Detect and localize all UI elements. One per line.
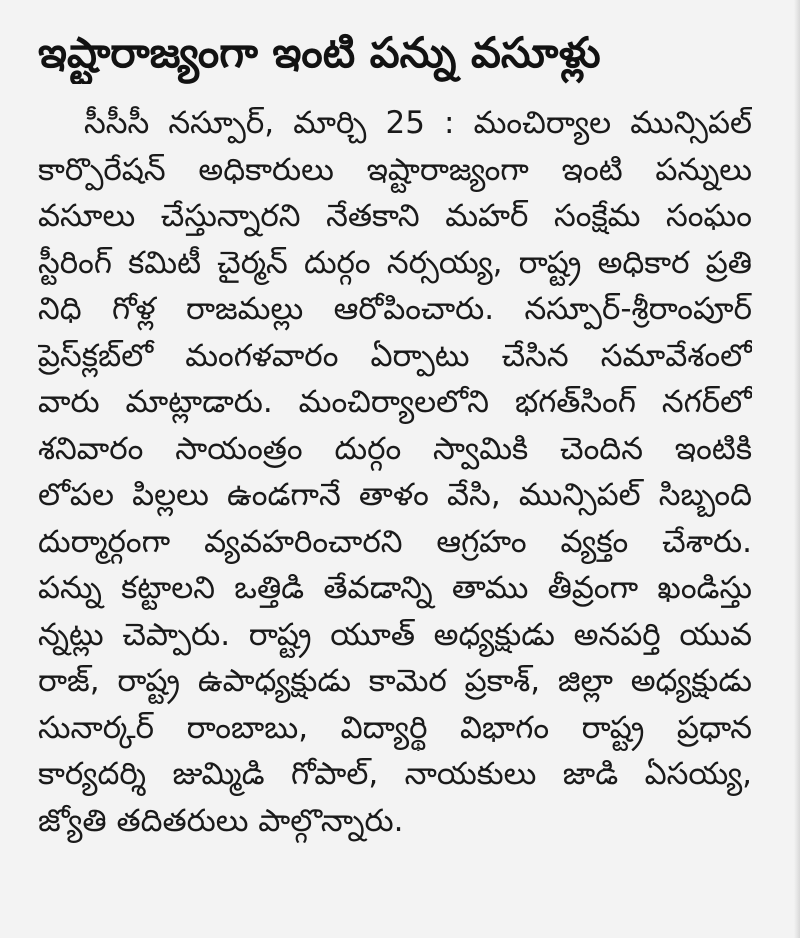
body-line-2: కార్పొరేషన్ అధికారులు ఇష్టారాజ్యంగా ఇంటి పన్నులు bbox=[38, 151, 752, 188]
body-line-7: వారు మాట్లాడారు. మంచిర్యాలలోని భగత్‌సింగ్ నగర్‌లో bbox=[38, 384, 752, 420]
page-edge-shadow bbox=[794, 0, 800, 938]
body-line-10: దుర్మార్గంగా వ్యవహరించారని ఆగ్రహం వ్యక్తం చేశారు. bbox=[38, 523, 752, 560]
body-line-16: జ్యోతి తదితరులు పాల్గొన్నారు. bbox=[38, 802, 404, 839]
headline: ఇష్టారాజ్యంగా ఇంటి పన్ను వసూళ్లు bbox=[38, 28, 601, 77]
body-line-6: ప్రెస్‌క్లబ్‌లో మంగళవారం ఏర్పాటు చేసిన సమావేశంలో bbox=[38, 337, 752, 374]
body-line-14: సునార్కర్ రాంబాబు, విద్యార్థి విభాగం రాష్ట్ర ప్రధాన bbox=[38, 709, 752, 746]
body-line-8: శనివారం సాయంత్రం దుర్గం స్వామికి చెందిన ఇంటికి bbox=[38, 430, 752, 467]
body-line-11: పన్ను కట్టాలని ఒత్తిడి తేవడాన్ని తాము తీవ్రంగా ఖండిస్తు bbox=[38, 570, 752, 606]
body-line-12: న్నట్లు చెప్పారు. రాష్ట్ర యూత్ అధ్యక్షుడు అనపర్తి యువ bbox=[38, 616, 752, 653]
body-line-3: వసూలు చేస్తున్నారని నేతకాని మహర్ సంక్షేమ సంఘం bbox=[38, 198, 752, 234]
body-line-5: నిధి గోళ్ల రాజమల్లు ఆరోపించారు. నస్పూర్-శ్రీరాంపూర్ bbox=[38, 291, 752, 327]
body-line-9: లోపల పిల్లలు ఉండగానే తాళం వేసి, మున్సిపల్ సిబ్బంది bbox=[38, 477, 752, 513]
article-body bbox=[38, 100, 752, 844]
body-line-13: రాజ్, రాష్ట్ర ఉపాధ్యక్షుడు కామెర ప్రకాశ్, జిల్లా అధ్యక్షుడు bbox=[38, 663, 752, 699]
body-line-4: స్టీరింగ్ కమిటీ చైర్మన్ దుర్గం నర్సయ్య, రాష్ట్ర అధికార ప్రతి bbox=[38, 244, 752, 281]
body-line-15: కార్యదర్శి జుమ్మిడి గోపాల్, నాయకులు జాడి ఏసయ్య, bbox=[38, 756, 752, 792]
body-line-1: సీసీసీ నస్పూర్, మార్చి 25 : మంచిర్యాల మున్సిపల్ bbox=[84, 105, 752, 141]
